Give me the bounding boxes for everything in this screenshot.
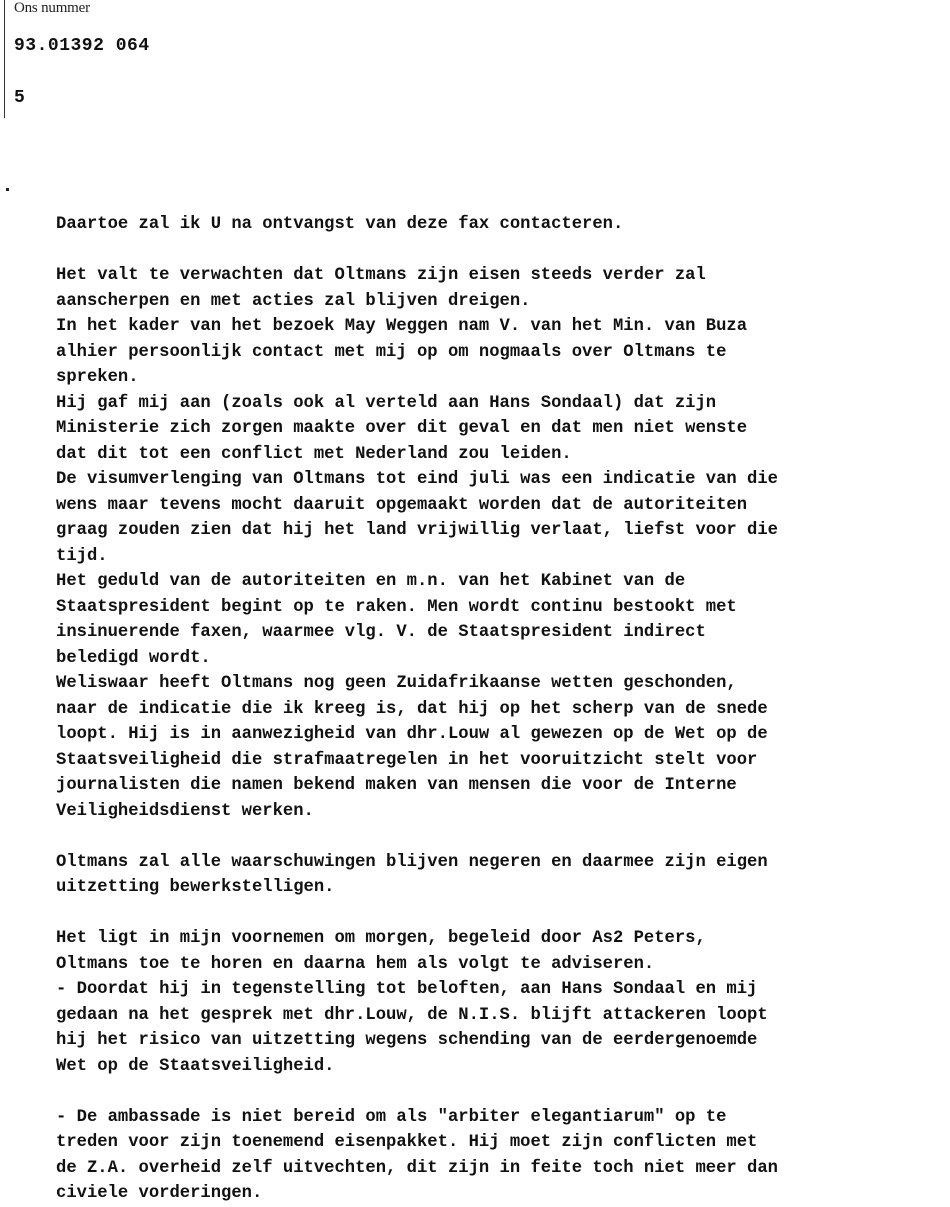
body-line: Ministerie zich zorgen maakte over dit geval en dat men niet wenste bbox=[56, 419, 748, 438]
stray-mark bbox=[6, 188, 9, 191]
body-line: Oltmans toe te horen en daarna hem als volgt te adviseren. bbox=[56, 954, 655, 974]
body-line: Staatspresident begint op te raken. Men wordt continu bestookt met bbox=[56, 597, 737, 617]
body-line: journalisten die namen bekend maken van mensen die voor de Interne bbox=[56, 776, 737, 795]
body-line: - Doordat hij in tegenstelling tot beloften, aan Hans Sondaal en mij bbox=[56, 980, 758, 999]
body-line: treden voor zijn toenemend eisenpakket. Hij moet zijn conflicten met bbox=[56, 1133, 758, 1152]
body-line: naar de indicatie die ik kreeg is, dat hij op het scherp van de snede bbox=[56, 699, 768, 719]
body-line: - De ambassade is niet bereid om als "arbiter elegantiarum" op te bbox=[56, 1107, 727, 1127]
body-line: In het kader van het bezoek May Weggen nam V. van het Min. van Buza bbox=[56, 317, 748, 336]
body-line: Veiligheidsdienst werken. bbox=[56, 801, 314, 821]
letter-body bbox=[56, 212, 946, 1207]
body-line: Oltmans zal alle waarschuwingen blijven negeren en daarmee zijn eigen bbox=[56, 852, 768, 872]
body-line: Het valt te verwachten dat Oltmans zijn eisen steeds verder zal bbox=[56, 266, 706, 285]
paragraph-gap bbox=[56, 238, 946, 264]
body-line: Weliswaar heeft Oltmans nog geen Zuidafrikaanse wetten geschonden, bbox=[56, 674, 737, 693]
body-line: tijd. bbox=[56, 546, 108, 566]
body-line: De visumverlenging van Oltmans tot eind juli was een indicatie van die bbox=[56, 470, 778, 489]
body-line: de Z.A. overheid zelf uitvechten, dit zijn in feite toch niet meer dan bbox=[56, 1158, 778, 1178]
body-line: aanscherpen en met acties zal blijven dreigen. bbox=[56, 291, 531, 311]
body-line: Het geduld van de autoriteiten en m.n. van het Kabinet van de bbox=[56, 572, 686, 591]
body-line: graag zouden zien dat hij het land vrijwillig verlaat, liefst voor die bbox=[56, 521, 778, 540]
paragraph-gap bbox=[56, 824, 946, 850]
reference-header bbox=[0, 0, 300, 120]
reference-number: 93.01392 064 bbox=[14, 36, 150, 56]
body-line: wens maar tevens mocht daaruit opgemaakt worden dat de autoriteiten bbox=[56, 495, 748, 515]
body-line: beledigd wordt. bbox=[56, 648, 211, 668]
body-line: insinuerende faxen, waarmee vlg. V. de Staatspresident indirect bbox=[56, 623, 706, 642]
body-line: uitzetting bewerkstelligen. bbox=[56, 878, 335, 897]
body-line: hij het risico van uitzetting wegens schending van de eerdergenoemde bbox=[56, 1031, 758, 1050]
body-line: Staatsveiligheid die strafmaatregelen in het vooruitzicht stelt voor bbox=[56, 750, 758, 770]
header-margin-rule bbox=[4, 0, 5, 118]
body-line: loopt. Hij is in aanwezigheid van dhr.Louw al gewezen op de Wet op de bbox=[56, 725, 768, 744]
body-line: Wet op de Staatsveiligheid. bbox=[56, 1056, 335, 1076]
body-line: Hij gaf mij aan (zoals ook al verteld aan Hans Sondaal) dat zijn bbox=[56, 393, 717, 413]
reference-label: Ons nummer bbox=[14, 0, 90, 16]
body-line: dat dit tot een conflict met Nederland zou leiden. bbox=[56, 444, 572, 464]
paragraph-gap bbox=[56, 1079, 946, 1105]
body-line: spreken. bbox=[56, 368, 139, 387]
body-line: Daartoe zal ik U na ontvangst van deze fax contacteren. bbox=[56, 215, 624, 234]
body-line: Het ligt in mijn voornemen om morgen, begeleid door As2 Peters, bbox=[56, 929, 706, 948]
paragraph-gap bbox=[56, 901, 946, 927]
body-line: civiele vorderingen. bbox=[56, 1184, 263, 1203]
page-number: 5 bbox=[14, 88, 25, 108]
body-line: gedaan na het gesprek met dhr.Louw, de N.I.S. blijft attackeren loopt bbox=[56, 1005, 768, 1025]
body-line: alhier persoonlijk contact met mij op om nogmaals over Oltmans te bbox=[56, 342, 727, 362]
